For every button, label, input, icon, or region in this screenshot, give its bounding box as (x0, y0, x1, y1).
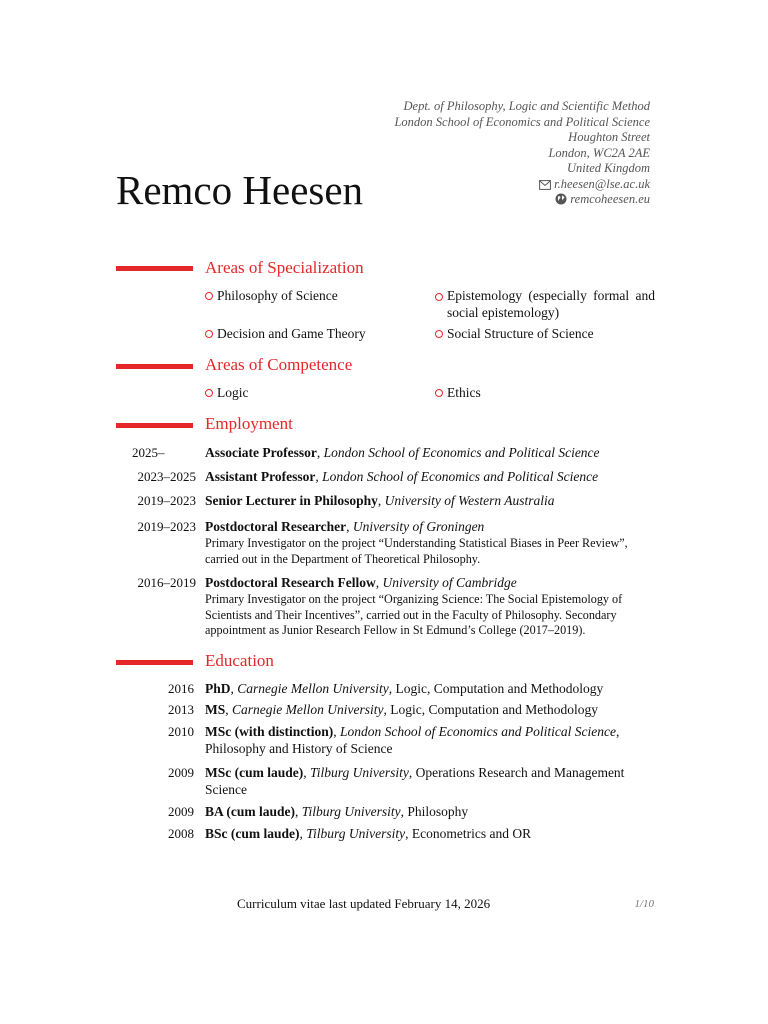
entry-date: 2009 (168, 765, 194, 780)
cv-name: Remco Heesen (116, 167, 364, 213)
section-title-competence: Areas of Competence (205, 355, 353, 374)
bullet-icon (435, 389, 443, 397)
employment-entry: Associate Professor, London School of Economics and Political Science (205, 445, 600, 460)
entry-date: 2008 (168, 826, 194, 841)
address-line: Dept. of Philosophy, Logic and Scientific Method (403, 99, 650, 113)
website-link[interactable]: remcoheesen.eu (570, 192, 650, 206)
bullet-icon (435, 293, 443, 301)
entry-date: 2010 (168, 724, 194, 739)
entry-date: 2019–2023 (137, 493, 196, 508)
entry-description: Primary Investigator on the project “Organizing Science: The Social Epistemology of Scientists and Their Incentives”, carried out in the Faculty of Philosophy. Secondary appointment as Junior Research Fellow in St Edmund’s College (2017–2019). (205, 592, 623, 637)
section-title-employment: Employment (205, 414, 293, 433)
section-bar (116, 423, 193, 428)
globe-icon (555, 193, 567, 205)
education-entry: MSc (with distinction), London School of Economics and Political Science, Philosophy and History of Science (205, 724, 620, 756)
bullet-icon (205, 330, 213, 338)
page-number: 1/10 (634, 898, 654, 910)
bullet-icon (205, 292, 213, 300)
envelope-icon (539, 180, 551, 190)
section-bar (116, 364, 193, 369)
address-line: London School of Economics and Political Science (394, 114, 650, 129)
email-link[interactable]: r.heesen@lse.ac.uk (554, 176, 650, 191)
entry-date: 2025– (132, 445, 165, 460)
entry-date: 2016–2019 (137, 575, 196, 590)
address-line: London, WC2A 2AE (548, 145, 650, 160)
entry-description: Primary Investigator on the project “Understanding Statistical Biases in Peer Review”, carried out in the Department of Theoretical Philosophy. (205, 536, 628, 566)
last-updated: Curriculum vitae last updated February 14, 2026 (237, 896, 491, 911)
entry-date: 2009 (168, 804, 194, 819)
bullet-icon (435, 330, 443, 338)
section-bar (116, 660, 193, 665)
entry-date: 2019–2023 (137, 519, 196, 534)
entry-date: 2016 (168, 681, 194, 696)
entry-date: 2013 (168, 702, 194, 717)
employment-entry: Postdoctoral Researcher, University of Groningen Primary Investigator on the project “Understanding Statistical Biases in Peer Review”, carried out in the Department of Theoretical Philosophy. (205, 518, 655, 567)
section-title-specialization: Areas of Specialization (205, 258, 364, 277)
education-entry: BA (cum laude), Tilburg University, Philosophy (205, 804, 469, 819)
address-line: Houghton Street (568, 130, 650, 144)
list-item: Ethics (435, 384, 481, 401)
list-item: Decision and Game Theory (205, 325, 420, 342)
section-bar (116, 266, 193, 271)
employment-entry: Postdoctoral Research Fellow, University of Cambridge Primary Investigator on the project “Organizing Science: The Social Epistemology of Scientists and Their Incentives”, carried out in the Faculty of Philosophy. Secondary appointment as Junior Research Fellow in St Edmund’s College (2017–2019). (205, 574, 655, 639)
education-entry: PhD, Carnegie Mellon University, Logic, Computation and Methodology (205, 681, 604, 696)
address-line: United Kingdom (567, 161, 650, 175)
list-item: Philosophy of Science (205, 287, 420, 304)
list-item: Social Structure of Science (435, 325, 655, 342)
list-item: Epistemology (especially formal and social epistemology) (435, 287, 655, 321)
education-entry: MSc (cum laude), Tilburg University, Operations Research and Management Science (205, 765, 625, 797)
entry-date: 2023–2025 (137, 469, 196, 484)
employment-entry: Assistant Professor, London School of Economics and Political Science (205, 469, 599, 484)
bullet-icon (205, 389, 213, 397)
education-entry: BSc (cum laude), Tilburg University, Econometrics and OR (205, 826, 532, 841)
employment-entry: Senior Lecturer in Philosophy, University of Western Australia (205, 493, 555, 508)
list-item: Logic (205, 384, 249, 401)
education-entry: MS, Carnegie Mellon University, Logic, Computation and Methodology (205, 702, 598, 717)
section-title-education: Education (205, 651, 274, 670)
